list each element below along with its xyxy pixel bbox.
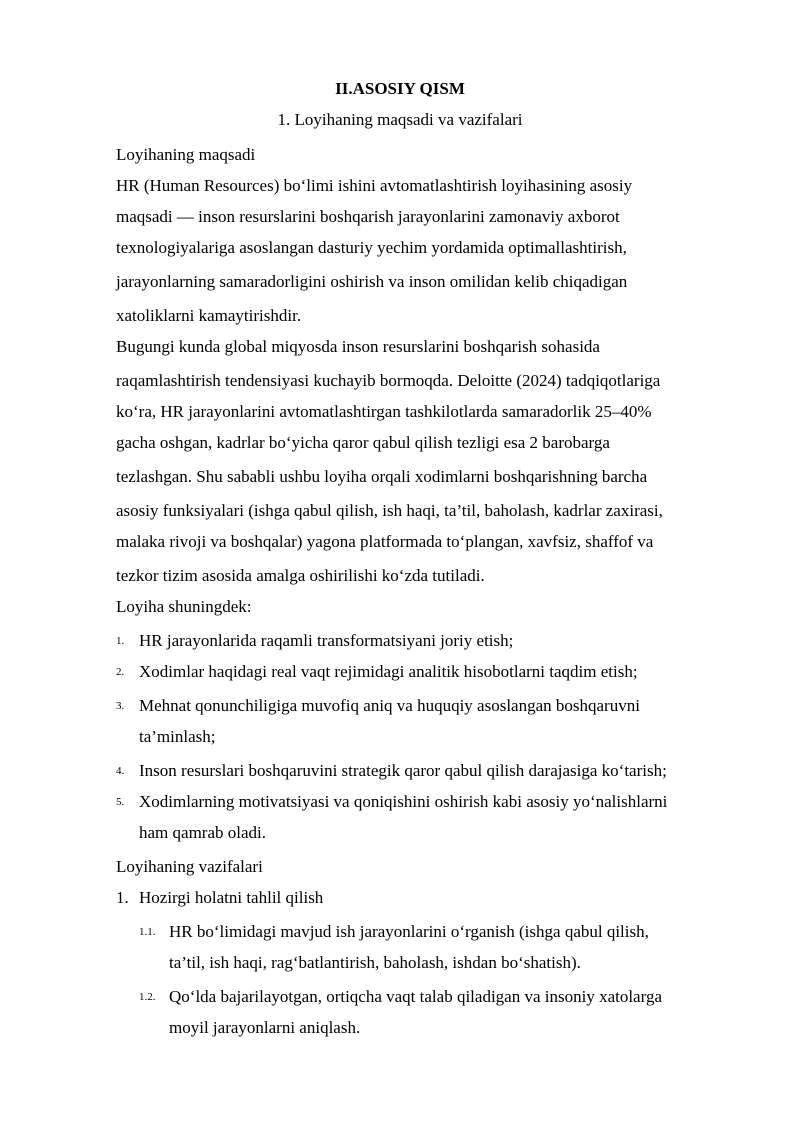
para1-line: texnologiyalariga asoslangan dasturiy yechim yordamida optimallashtirish, xyxy=(116,238,627,257)
list-item-number: 5. xyxy=(116,796,125,808)
subtask-text: Qo‘lda bajarilayotgan, ortiqcha vaqt talab qiladigan va insoniy xatolarga xyxy=(169,987,662,1006)
subtask-text: ta’til, ish haqi, rag‘batlantirish, baholash, ishdan bo‘shatish). xyxy=(169,953,581,972)
list-item-text: Xodimlar haqidagi real vaqt rejimidagi analitik hisobotlarni taqdim etish; xyxy=(139,662,638,681)
tasks-heading: Loyihaning vazifalari xyxy=(116,857,263,876)
para2-line: ko‘ra, HR jarayonlarini avtomatlashtirgan tashkilotlarda samaradorlik 25–40% xyxy=(116,402,652,421)
para1-line: jarayonlarning samaradorligini oshirish va inson omilidan kelib chiqadigan xyxy=(116,272,628,291)
para1-line: HR (Human Resources) bo‘limi ishini avtomatlashtirish loyihasining asosiy xyxy=(116,176,633,195)
list-item-text: ta’minlash; xyxy=(139,727,216,746)
list-item-number: 2. xyxy=(116,666,125,678)
list-item-number: 1. xyxy=(116,635,125,647)
list-item-text: Inson resurslari boshqaruvini strategik qaror qabul qilish darajasiga ko‘tarish; xyxy=(139,761,667,780)
subtask-number: 1.2. xyxy=(139,991,156,1003)
goal-heading: Loyihaning maqsadi xyxy=(116,145,256,164)
list-item-text: Mehnat qonunchiligiga muvofiq aniq va huquqiy asoslangan boshqaruvni xyxy=(139,696,640,715)
task-text: Hozirgi holatni tahlil qilish xyxy=(139,888,324,907)
para1-line: maqsadi — inson resurslarini boshqarish jarayonlarini zamonaviy axborot xyxy=(116,207,620,226)
list-item-text: Xodimlarning motivatsiyasi va qoniqishini oshirish kabi asosiy yo‘nalishlarni xyxy=(139,792,668,811)
para2-line: tezkor tizim asosida amalga oshirilishi ko‘zda tutiladi. xyxy=(116,566,485,585)
subtask-number: 1.1. xyxy=(139,926,156,938)
list-item-number: 3. xyxy=(116,700,125,712)
subtask-text: moyil jarayonlarni aniqlash. xyxy=(169,1018,361,1037)
subsection-title: 1. Loyihaning maqsadi va vazifalari xyxy=(277,110,523,129)
list-item-text: ham qamrab oladi. xyxy=(139,823,266,842)
para1-line: xatoliklarni kamaytirishdir. xyxy=(116,306,302,325)
para2-line: asosiy funksiyalari (ishga qabul qilish, ish haqi, ta’til, baholash, kadrlar zaxirasi, xyxy=(116,501,663,520)
para2-line: Bugungi kunda global miqyosda inson resurslarini boshqarish sohasida xyxy=(116,337,600,356)
para2-line: raqamlashtirish tendensiyasi kuchayib bormoqda. Deloitte (2024) tadqiqotlariga xyxy=(116,371,661,390)
section-title: II.ASOSIY QISM xyxy=(335,79,465,98)
list-item-number: 4. xyxy=(116,765,125,777)
para2-line: malaka rivoji va boshqalar) yagona platformada to‘plangan, xavfsiz, shaffof va xyxy=(116,532,654,551)
para2-line: tezlashgan. Shu sababli ushbu loyiha orqali xodimlarni boshqarishning barcha xyxy=(116,467,648,486)
subtask-text: HR bo‘limidagi mavjud ish jarayonlarini o‘rganish (ishga qabul qilish, xyxy=(169,922,649,941)
para2-line: gacha oshgan, kadrlar bo‘yicha qaror qabul qilish tezligi esa 2 barobarga xyxy=(116,433,610,452)
also-heading: Loyiha shuningdek: xyxy=(116,597,252,616)
list-item-text: HR jarayonlarida raqamli transformatsiyani joriy etish; xyxy=(139,631,514,650)
task-number: 1. xyxy=(116,888,129,907)
